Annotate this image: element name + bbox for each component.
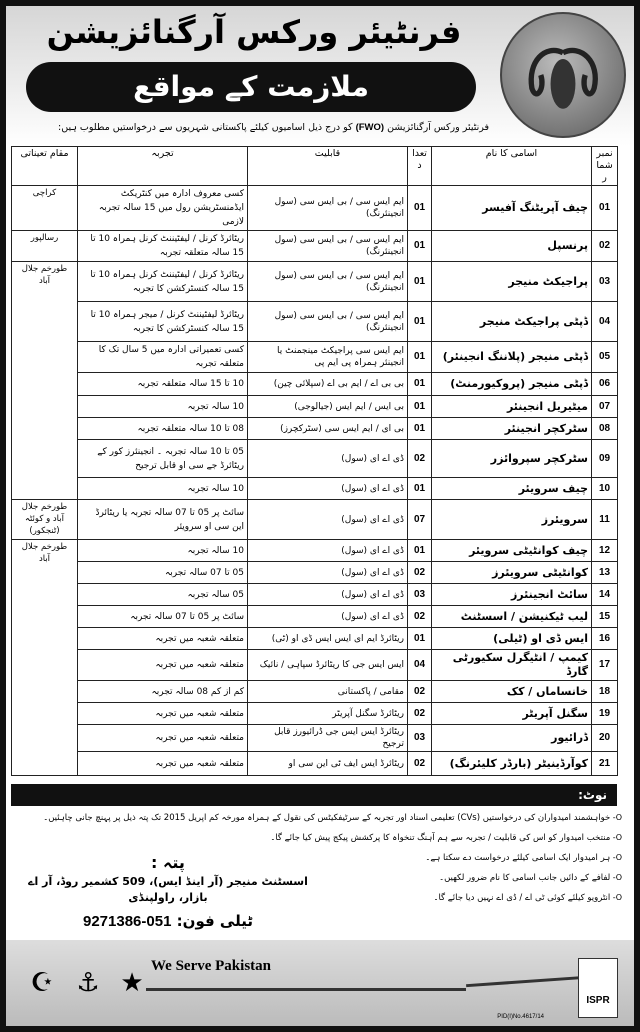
cell-qualification: ایم ایس سی پراجیکٹ مینجمنٹ یا انجینئر ہمراہ پی ایم پی [248,342,408,373]
cell-qualification: ریٹائرڈ ایس ایف ٹی این سی او [248,752,408,776]
cell-experience: متعلقہ شعبہ میں تجربہ [78,628,248,650]
address-line: اسسٹنٹ منیجر (آر اینڈ ایس)، 509 کشمیر روڈ، آر اے بازار، راولپنڈی [28,875,308,904]
divider [466,976,586,987]
cell-name: سائٹ انجینئرز [432,584,592,606]
cell-experience: 10 سالہ تجربہ [78,396,248,418]
address-label: پتہ : [151,853,185,872]
table-row [12,396,618,418]
cell-experience: متعلقہ شعبہ میں تجربہ [78,752,248,776]
cell-name: سرویئرز [432,500,592,540]
cell-experience: کسی تعمیراتی ادارہ میں 5 سال تک کا متعلقہ تجربہ [78,342,248,373]
header-experience: تجربہ [78,147,248,186]
cell-name: کیمپ / انٹیگرل سکیورٹی گارڈ [432,650,592,681]
cell-experience: 10 سالہ تجربہ [78,540,248,562]
cell-serial: 10 [592,478,618,500]
table-row [12,478,618,500]
cell-qualification: ڈی اے ای (سول) [248,562,408,584]
cell-experience: متعلقہ شعبہ میں تجربہ [78,703,248,725]
army-emblem-icon: ☪ [30,968,54,998]
cell-qualification: بی ای / ایم ایس سی (سٹرکچرز) [248,418,408,440]
cell-count: 01 [408,262,432,302]
cell-count: 01 [408,302,432,342]
table-row [12,440,618,478]
cell-count: 01 [408,396,432,418]
note-item: O- ہر امیدوار ایک اسامی کیلئے درخواست دے سکتا ہے۔ [318,850,622,866]
notes-list-bottom [318,850,622,910]
cell-experience: 05 تا 10 سالہ تجربہ ۔ انجینئرز کور کے ریٹائرڈ جے سی او قابل ترجیح [78,440,248,478]
header [6,6,634,146]
cell-name: ایس ڈی او (ٹیلی) [432,628,592,650]
note-item: O- منتخب امیدوار کو اس کی قابلیت / تجربہ سے ہم آہنگ تنخواہ کا پرکشش پیکج پیش کیا جائے گا۔ [18,830,622,846]
table-row [12,418,618,440]
cell-location: کراچی [12,186,78,231]
note-item: O- خواہشمند امیدواران کی درخواستیں (CVs) تعلیمی اسناد اور تجربہ کے سرٹیفکیٹس کی نقول کے ہمراہ مورخہ کم اپریل 2015 تک پتہ ذیل پر پہنچ جانی چاہئیں۔ [18,810,622,826]
cell-qualification: ڈی اے ای (سول) [248,478,408,500]
cell-count: 07 [408,500,432,540]
cell-count: 02 [408,562,432,584]
cell-experience: 05 تا 07 سالہ تجربہ [78,562,248,584]
cell-count: 01 [408,418,432,440]
cell-name: ڈپٹی پراجیکٹ منیجر [432,302,592,342]
cell-serial: 09 [592,440,618,478]
cell-experience: کم از کم 08 سالہ تجربہ [78,681,248,703]
cell-qualification: ڈی اے ای (سول) [248,606,408,628]
cell-qualification: بی بی اے / ایم بی اے (سپلائی چین) [248,373,408,396]
pid-number: PID(I)No.4617/14 [497,1014,544,1020]
intro-text [58,120,489,136]
header-serial: نمبر شمار [592,147,618,186]
phone [18,910,318,933]
table-row [12,342,618,373]
cell-name: ڈپٹی منیجر (پروکیورمنٹ) [432,373,592,396]
cell-experience: کسی معروف ادارہ میں کنٹریکٹ ایڈمنسٹریشن رول میں 15 سالہ تجربہ لازمی [78,186,248,231]
cell-name: سگنل آپریٹر [432,703,592,725]
cell-name: خانساماں / کک [432,681,592,703]
cell-qualification: ایم ایس سی / بی ایس سی (سول انجینئرنگ) [248,302,408,342]
jobs-banner: ملازمت کے مواقع [26,62,476,112]
table-row [12,703,618,725]
cell-serial: 06 [592,373,618,396]
cell-qualification: ایس ایس جی کا ریٹائرڈ سپاہی / نائیک [248,650,408,681]
cell-experience: ریٹائرڈ کرنل / لیفٹیننٹ کرنل ہمراہ 10 تا 15 سالہ متعلقہ تجربہ [78,231,248,262]
cell-serial: 16 [592,628,618,650]
header-location: مقام تعیناتی [12,147,78,186]
header-count: تعداد [408,147,432,186]
table-row [12,302,618,342]
cell-serial: 07 [592,396,618,418]
cell-experience: ریٹائرڈ لیفٹیننٹ کرنل / میجر ہمراہ 10 تا 15 سالہ کنسٹرکشن کا تجربہ [78,302,248,342]
cell-count: 02 [408,681,432,703]
cell-experience: سائٹ پر 05 تا 07 سالہ تجربہ [78,606,248,628]
cell-location: طورخم جلال آباد [12,262,78,500]
notes-and-address [6,850,634,933]
cell-serial: 11 [592,500,618,540]
cell-experience: ریٹائرڈ کرنل / لیفٹیننٹ کرنل ہمراہ 10 تا 15 سالہ کنسٹرکشن کا تجربہ [78,262,248,302]
fwo-markhor-logo-icon [500,12,626,138]
table-row [12,186,618,231]
table-row [12,584,618,606]
cell-qualification: بی ایس / ایم ایس (جیالوجی) [248,396,408,418]
cell-qualification: مقامی / پاکستانی [248,681,408,703]
cell-name: سٹرکچر سپروائزر [432,440,592,478]
table-row [12,231,618,262]
cell-experience: 08 تا 10 سالہ متعلقہ تجربہ [78,418,248,440]
cell-name: چیف سرویئر [432,478,592,500]
cell-count: 01 [408,373,432,396]
table-row [12,500,618,540]
cell-count: 03 [408,584,432,606]
notes-list-top [6,806,634,850]
cell-serial: 03 [592,262,618,302]
cell-name: میٹیریل انجینئر [432,396,592,418]
cell-qualification: ایم ایس سی / بی ایس سی (سول انجینئرنگ) [248,231,408,262]
slogan: We Serve Pakistan [151,958,271,974]
table-row [12,262,618,302]
cell-serial: 14 [592,584,618,606]
cell-serial: 19 [592,703,618,725]
cell-qualification: ریٹائرڈ سگنل آپریٹر [248,703,408,725]
cell-qualification: ڈی اے ای (سول) [248,500,408,540]
intro-abbr: (FWO) [355,122,385,133]
cell-name: سٹرکچر انجینئر [432,418,592,440]
cell-name: ڈپٹی منیجر (پلاننگ انجینئر) [432,342,592,373]
cell-name: پرنسپل [432,231,592,262]
cell-count: 02 [408,752,432,776]
cell-count: 01 [408,186,432,231]
table-row [12,562,618,584]
cell-count: 01 [408,540,432,562]
table-row [12,681,618,703]
cell-count: 01 [408,231,432,262]
cell-count: 02 [408,703,432,725]
navy-emblem-icon: ⚓ [76,968,100,998]
intro-org: فرنٹیئر ورکس آرگنائزیشن [387,122,489,133]
table-row [12,373,618,396]
cell-count: 04 [408,650,432,681]
intro-rest: کو درج ذیل اسامیوں کیلئے پاکستانی شہریوں سے درخواستیں مطلوب ہیں: [58,122,356,133]
table-row [12,606,618,628]
footer [6,940,634,1026]
cell-serial: 21 [592,752,618,776]
table-row [12,725,618,752]
cell-serial: 04 [592,302,618,342]
cell-count: 01 [408,478,432,500]
cell-name: چیف آپریٹنگ آفیسر [432,186,592,231]
cell-name: کوانٹیٹی سرویئرز [432,562,592,584]
note-item: O- لفافے کے دائیں جانب اسامی کا نام ضرور لکھیں۔ [318,870,622,886]
table-row [12,540,618,562]
cell-serial: 05 [592,342,618,373]
ispr-logo: ISPR [578,958,618,1018]
cell-qualification: ریٹائرڈ ایم ای ایس ایس ڈی او (ٹی) [248,628,408,650]
cell-serial: 08 [592,418,618,440]
org-title: فرنٹیئر ورکس آرگنائزیشن [46,13,462,51]
cell-serial: 01 [592,186,618,231]
cell-name: ڈرائیور [432,725,592,752]
cell-serial: 18 [592,681,618,703]
header-qualification: قابلیت [248,147,408,186]
cell-experience: سائٹ پر 05 تا 07 سالہ تجربہ یا ریٹائرڈ این سی او سرویئر [78,500,248,540]
table-row [12,752,618,776]
table-row [12,650,618,681]
phone-label: ٹیلی فون: [176,912,253,930]
cell-serial: 15 [592,606,618,628]
cell-serial: 17 [592,650,618,681]
cell-experience: متعلقہ شعبہ میں تجربہ [78,650,248,681]
cell-qualification: ڈی اے ای (سول) [248,540,408,562]
cell-serial: 02 [592,231,618,262]
address-block [18,850,318,933]
cell-experience: 05 سالہ تجربہ [78,584,248,606]
cell-serial: 20 [592,725,618,752]
cell-count: 02 [408,440,432,478]
cell-name: کوآرڈینیٹر (بارڈر کلیئرنگ) [432,752,592,776]
notes-title: نوٹ: [11,784,617,806]
jobs-table [11,146,618,776]
cell-experience: 10 سالہ تجربہ [78,478,248,500]
cell-serial: 13 [592,562,618,584]
cell-name: لیب ٹیکنیشن / اسسٹنٹ [432,606,592,628]
cell-count: 01 [408,342,432,373]
table-row [12,628,618,650]
header-name: اسامی کا نام [432,147,592,186]
cell-location: طورخم جلال آباد [12,540,78,776]
divider [146,988,466,991]
cell-serial: 12 [592,540,618,562]
cell-qualification: ڈی اے ای (سول) [248,440,408,478]
cell-qualification: ڈی اے ای (سول) [248,584,408,606]
cell-experience: متعلقہ شعبہ میں تجربہ [78,725,248,752]
cell-experience: 10 تا 15 سالہ متعلقہ تجربہ [78,373,248,396]
airforce-emblem-icon: ★ [120,968,144,998]
cell-name: چیف کوانٹیٹی سرویئر [432,540,592,562]
cell-qualification: ایم ایس سی / بی ایس سی (سول انجینئرنگ) [248,186,408,231]
cell-count: 01 [408,628,432,650]
cell-qualification: ریٹائرڈ ایس ایس جی ڈرائیورز قابل ترجیح [248,725,408,752]
cell-count: 02 [408,606,432,628]
phone-number: 051-9271386 [83,913,172,930]
cell-location: رسالپور [12,231,78,262]
cell-name: پراجیکٹ منیجر [432,262,592,302]
cell-qualification: ایم ایس سی / بی ایس سی (سول انجینئرنگ) [248,262,408,302]
note-item: O- انٹرویو کیلئے کوئی ٹی اے / ڈی اے نہیں دیا جائے گا۔ [318,890,622,906]
cell-location: طورخم جلال آباد و کوئٹہ (ٹنجکور) [12,500,78,540]
cell-count: 03 [408,725,432,752]
